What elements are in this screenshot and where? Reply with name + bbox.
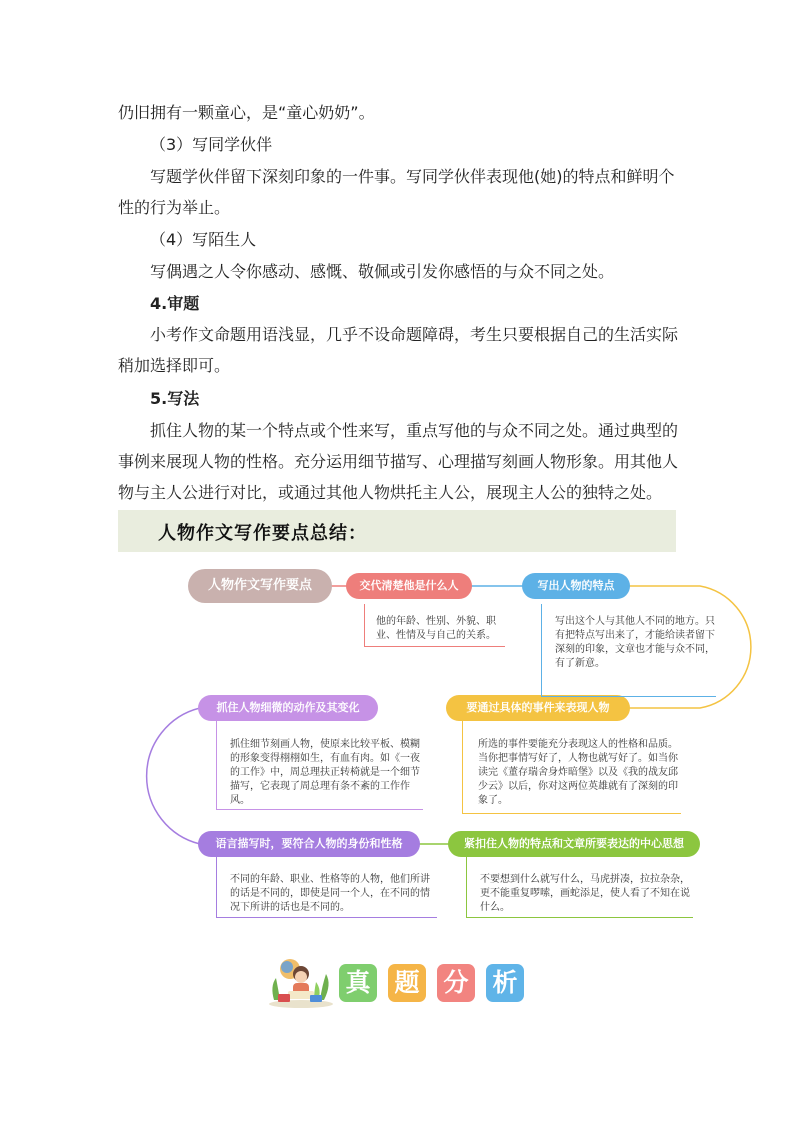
section-heading-review: 4.审题: [150, 294, 200, 313]
node-central-idea: 紧扣住人物的特点和文章所要表达的中心思想: [448, 831, 700, 857]
node-who: 交代清楚他是什么人: [346, 573, 472, 599]
note-who: 他的年龄、性别、外貌、职业、性情及与自己的关系。: [376, 616, 496, 641]
note-actions: 抓住细节刻画人物，使原来比较平板、模糊的形象变得栩栩如生，有血有肉。如《一夜的工作》中，周总理扶正转椅就是一个细节描写，它表现了周总理有条不紊的工作作风。: [230, 739, 420, 806]
paragraph-method: 抓住人物的某一个特点或个性来写，重点写他的与众不同之处。通过典型的事例来展现人物的性格。充分运用细节描写、心理描写刻画人物形象。用其他人物与主人公进行对比，或通过其他人物烘托主人公，展现主人公的独特之处。: [118, 421, 679, 502]
paragraph-classmate: 写题学伙伴留下深刻印象的一件事。写同学伙伴表现他(她)的特点和鲜明个性的行为举止。: [118, 167, 675, 217]
node-actions: 抓住人物细微的动作及其变化: [198, 695, 378, 721]
tile-ti: 题: [388, 964, 426, 1002]
note-language: 不同的年龄、职业、性格等的人物，他们所讲的话是不同的，即使是同一个人，在不同的情况下所讲的话也是不同的。: [230, 874, 430, 913]
note-traits: 写出这个人与其他人不同的地方。只有把特点写出来了，才能给读者留下深刻的印象，文章也才能与众不同，有了新意。: [555, 616, 715, 669]
tile-fen: 分: [437, 964, 475, 1002]
mindmap-root: 人物作文写作要点: [188, 569, 332, 603]
section-heading-method: 5.写法: [150, 389, 200, 408]
heading-classmate: （3）写同学伙伴: [150, 135, 273, 154]
node-language: 语言描写时，要符合人物的身份和性格: [198, 831, 420, 857]
paragraph-review: 小考作文命题用语浅显，几乎不设命题障碍，考生只要根据自己的生活实际稍加选择即可。: [118, 325, 679, 375]
summary-banner-title: 人物作文写作要点总结：: [158, 523, 367, 544]
paragraph-continuation: 仍旧拥有一颗童心，是“童心奶奶”。: [118, 103, 375, 122]
tile-zhen: 真: [339, 964, 377, 1002]
node-events: 要通过具体的事件来表现人物: [446, 695, 630, 721]
tile-xi: 析: [486, 964, 524, 1002]
reading-girl-illustration: [268, 956, 334, 1008]
heading-stranger: （4）写陌生人: [150, 230, 257, 249]
node-traits: 写出人物的特点: [522, 573, 630, 599]
note-events: 所选的事件要能充分表现这人的性格和品质。当你把事情写好了，人物也就写好了。如当你读完《董存瑞舍身炸暗堡》以及《我的战友邱少云》以后，你对这两位英雄就有了深刻的印象了。: [478, 739, 678, 806]
paragraph-stranger: 写偶遇之人令你感动、感慨、敬佩或引发你感悟的与众不同之处。: [150, 262, 615, 281]
note-central-idea: 不要想到什么就写什么，马虎拼凑，拉拉杂杂，更不能重复啰嗦，画蛇添足，使人看了不知在说什么。: [480, 874, 690, 913]
